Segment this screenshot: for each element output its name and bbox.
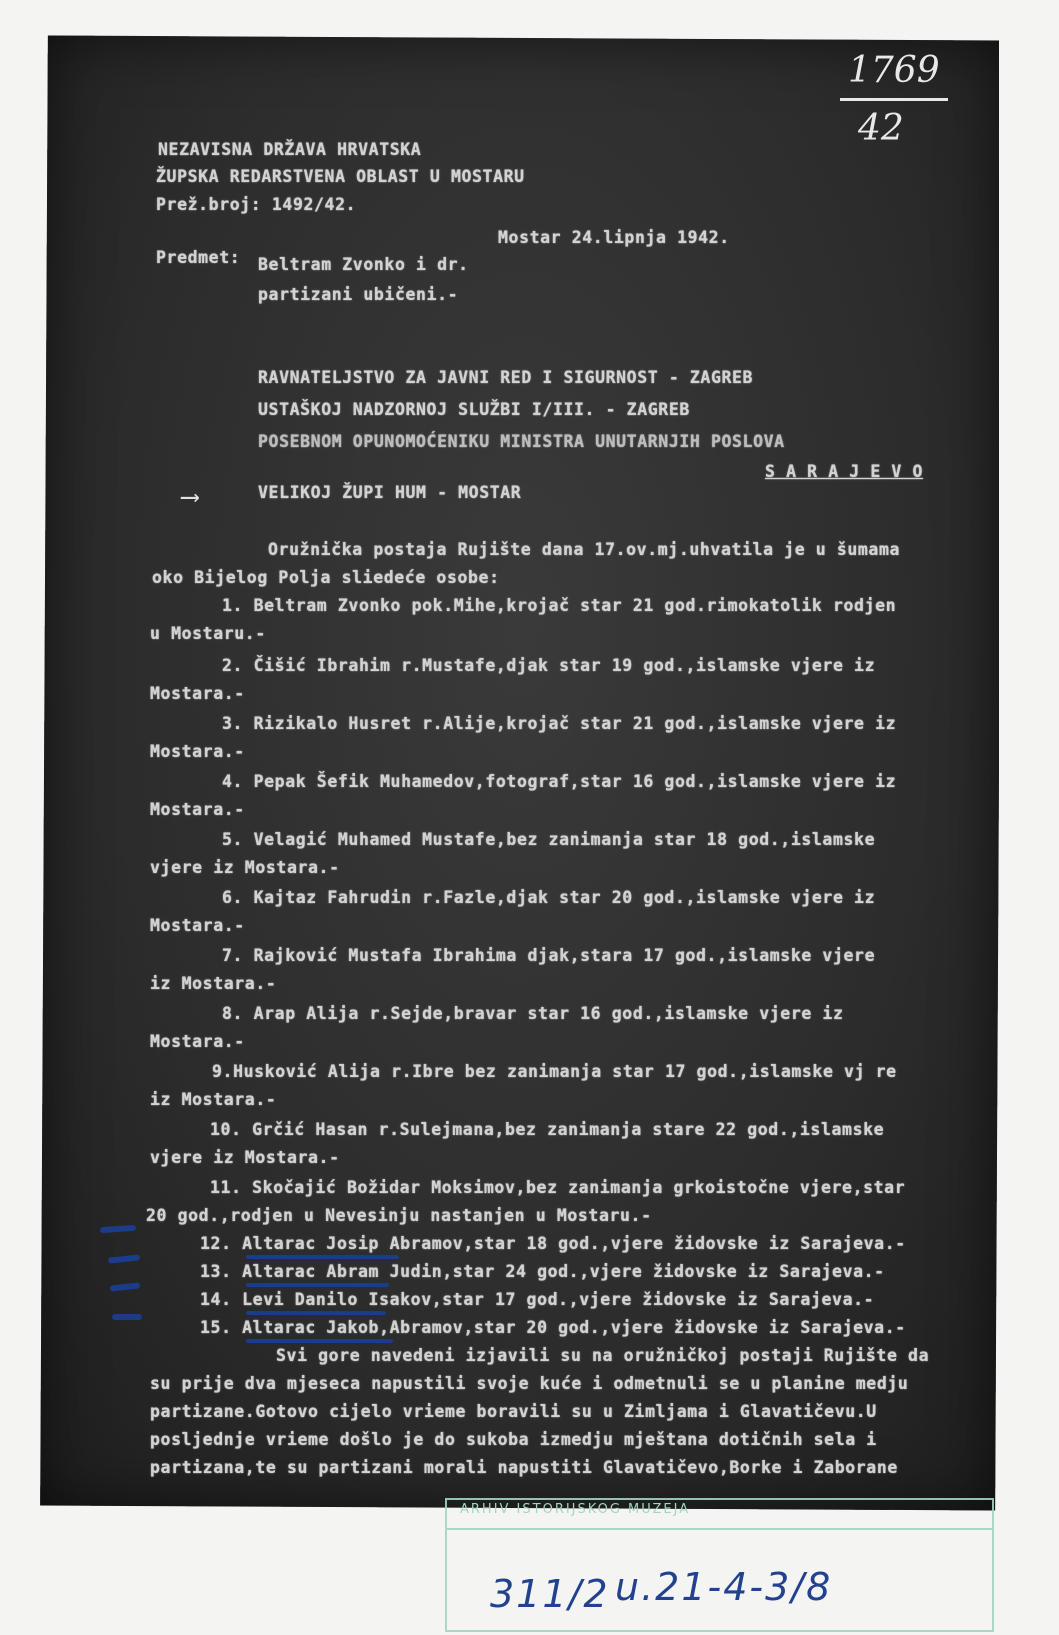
recipient-1: RAVNATELJSTVO ZA JAVNI RED I SIGURNOST - ZAGREB bbox=[258, 368, 754, 387]
archive-number-divider bbox=[840, 98, 948, 101]
person-9-cont: iz Mostara.- bbox=[150, 1090, 277, 1109]
reference-number: Prež.broj: 1492/42. bbox=[156, 195, 357, 214]
person-7: 7. Rajković Mustafa Ibrahima djak,stara 17 god.,islamske vjere bbox=[222, 946, 876, 965]
recipient-4: VELIKOJ ŽUPI HUM - MOSTAR bbox=[258, 483, 522, 502]
underline-mark bbox=[246, 1283, 389, 1287]
person-5: 5. Velagić Muhamed Mustafe,bez zanimanja star 18 god.,islamske bbox=[222, 830, 876, 849]
person-2: 2. Čišić Ibrahim r.Mustafe,djak star 19 god.,islamske vjere iz bbox=[222, 656, 876, 675]
person-8: 8. Arap Alija r.Sejde,bravar star 16 god.,islamske vjere iz bbox=[222, 1004, 844, 1023]
subject-label: Predmet: bbox=[156, 248, 241, 267]
right-margin bbox=[999, 40, 1059, 1510]
subject-line2: partizani ubičeni.- bbox=[258, 285, 459, 304]
underline-mark bbox=[246, 1311, 386, 1315]
signature-left: 311/2 bbox=[490, 1572, 610, 1616]
recipient-2: USTAŠKOJ NADZORNOJ SLUŽBI I/III. - ZAGREB bbox=[258, 400, 690, 419]
subject-line1: Beltram Zvonko i dr. bbox=[258, 255, 469, 274]
header-authority: ŽUPSKA REDARSTVENA OBLAST U MOSTARU bbox=[156, 167, 525, 186]
closing-line-5: partizana,te su partizani morali napustiti Glavatičevo,Borke i Zaborane bbox=[150, 1458, 898, 1477]
person-9: 9.Husković Alija r.Ibre bez zanimanja star 17 god.,islamske vj re bbox=[212, 1062, 897, 1081]
archive-stamp-text: ARHIV ISTORIJSKOG MUZEJA bbox=[460, 1502, 691, 1517]
closing-line-4: posljednje vrieme došlo je do sukoba izmedju mještana dotičnih sela i bbox=[150, 1430, 877, 1449]
underline-mark bbox=[246, 1339, 393, 1343]
arrow-icon: ⟶ bbox=[182, 482, 198, 512]
intro-line-2: oko Bijelog Polja sliedeće osobe: bbox=[152, 568, 500, 587]
person-6: 6. Kajtaz Fahrudin r.Fazle,djak star 20 god.,islamske vjere iz bbox=[222, 888, 876, 907]
person-11-cont: 20 god.,rodjen u Nevesinju nastanjen u Mostaru.- bbox=[146, 1206, 652, 1225]
recipient-3-city: S A R A J E V O bbox=[765, 462, 924, 481]
closing-line-2: su prije dva mjeseca napustili svoje kuće i odmetnuli se u planine medju bbox=[150, 1374, 909, 1393]
person-4-cont: Mostara.- bbox=[150, 800, 245, 819]
archive-number-bottom: 42 bbox=[858, 108, 904, 149]
person-10-cont: vjere iz Mostara.- bbox=[150, 1148, 340, 1167]
archive-number-top: 1769 bbox=[848, 50, 940, 91]
person-3: 3. Rizikalo Husret r.Alije,krojač star 21 god.,islamske vjere iz bbox=[222, 714, 897, 733]
place-date: Mostar 24.lipnja 1942. bbox=[498, 228, 730, 247]
person-11: 11. Skočajić Božidar Moksimov,bez zanimanja grkoistočne vjere,star bbox=[210, 1178, 906, 1197]
person-15: 15. Altarac Jakob,Abramov,star 20 god.,vjere židovske iz Sarajeva.- bbox=[200, 1318, 906, 1337]
signature-right: u.21-4-3/8 bbox=[615, 1565, 833, 1609]
person-2-cont: Mostara.- bbox=[150, 684, 245, 703]
tick-mark bbox=[112, 1314, 142, 1320]
person-3-cont: Mostara.- bbox=[150, 742, 245, 761]
underline-mark bbox=[246, 1255, 399, 1259]
person-1: 1. Beltram Zvonko pok.Mihe,krojač star 21 god.rimokatolik rodjen bbox=[222, 596, 897, 615]
person-5-cont: vjere iz Mostara.- bbox=[150, 858, 340, 877]
person-1-cont: u Mostaru.- bbox=[150, 624, 266, 643]
recipient-3: POSEBNOM OPUNOMOĆENIKU MINISTRA UNUTARNJIH POSLOVA bbox=[258, 432, 785, 451]
header-state: NEZAVISNA DRŽAVA HRVATSKA bbox=[158, 140, 422, 159]
person-12: 12. Altarac Josip Abramov,star 18 god.,vjere židovske iz Sarajeva.- bbox=[200, 1234, 906, 1253]
closing-line-1: Svi gore navedeni izjavili su na oružničkoj postaji Rujište da bbox=[276, 1346, 930, 1365]
closing-line-3: partizane.Gotovo cijelo vrieme boravili su u Zimljama i Glavatičevu.U bbox=[150, 1402, 877, 1421]
person-8-cont: Mostara.- bbox=[150, 1032, 245, 1051]
person-13: 13. Altarac Abram Judin,star 24 god.,vjere židovske iz Sarajeva.- bbox=[200, 1262, 885, 1281]
person-14: 14. Levi Danilo Isakov,star 17 god.,vjere židovske iz Sarajeva.- bbox=[200, 1290, 875, 1309]
person-7-cont: iz Mostara.- bbox=[150, 974, 277, 993]
person-4: 4. Pepak Šefik Muhamedov,fotograf,star 16 god.,islamske vjere iz bbox=[222, 772, 897, 791]
intro-line-1: Oružnička postaja Rujište dana 17.ov.mj.uhvatila je u šumama bbox=[268, 540, 901, 559]
person-10: 10. Grčić Hasan r.Sulejmana,bez zanimanja stare 22 god.,islamske bbox=[210, 1120, 885, 1139]
person-6-cont: Mostara.- bbox=[150, 916, 245, 935]
